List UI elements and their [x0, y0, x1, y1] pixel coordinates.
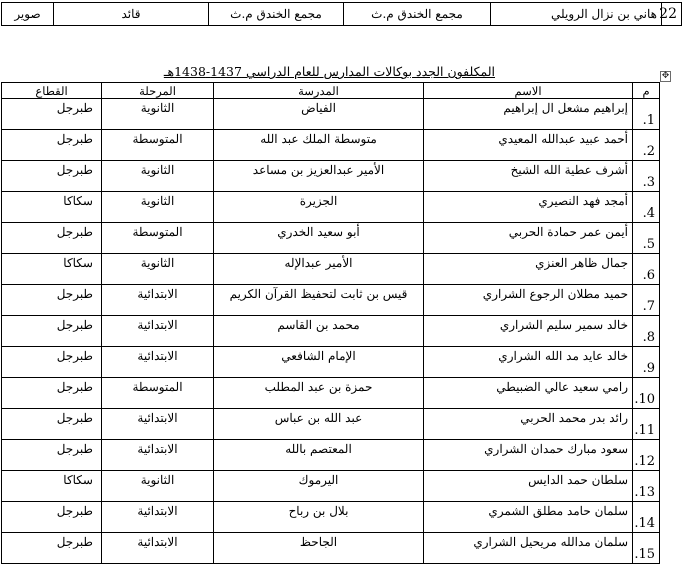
move-cross-icon[interactable]: ✥: [661, 71, 670, 81]
sector-cell: طبرجل: [2, 316, 102, 347]
index-cell: 2.: [633, 130, 660, 161]
index-cell: 9.: [633, 347, 660, 378]
page-title: المكلفون الجدد بوكالات المدارس للعام الدراسي 1437-1438هـ: [163, 64, 495, 79]
table-row: [2, 3, 682, 26]
school-cell: حمزة بن عبد المطلب: [214, 378, 424, 409]
sector-cell: طبرجل: [2, 130, 102, 161]
school-cell: الفياض: [214, 99, 424, 130]
header-index: م: [633, 83, 660, 99]
sector-cell: سكاكا: [2, 254, 102, 285]
stage-cell: الثانوية: [102, 254, 214, 285]
sector-cell: طبرجل: [2, 502, 102, 533]
assignees-table: [1, 82, 660, 564]
table-row: [2, 440, 660, 471]
name-cell: رائد بدر محمد الحربي: [424, 409, 633, 440]
school-cell: مجمع الخندق م.ث: [209, 3, 344, 26]
name-cell: حميد مطلان الرجوع الشراري: [424, 285, 633, 316]
header-school: المدرسة: [214, 83, 424, 99]
stage-cell: الثانوية: [102, 192, 214, 223]
name-cell: رامي سعيد عالي الضبيطي: [424, 378, 633, 409]
sector-cell: طبرجل: [2, 378, 102, 409]
school-cell: الأمير عبدالإله: [214, 254, 424, 285]
table-row: [2, 409, 660, 440]
name-cell: سلمان مدالله مريحيل الشراري: [424, 533, 633, 564]
table-row: [2, 378, 660, 409]
index-cell: 3.: [633, 161, 660, 192]
school-cell: الجزيرة: [214, 192, 424, 223]
school-cell: أبو سعيد الخدري: [214, 223, 424, 254]
stage-cell: الابتدائية: [102, 316, 214, 347]
school-cell: محمد بن القاسم: [214, 316, 424, 347]
stage-cell: الثانوية: [102, 99, 214, 130]
header-stage: المرحلة: [102, 83, 214, 99]
table-row: [2, 99, 660, 130]
name-cell: سلطان حمد الدايس: [424, 471, 633, 502]
stage-cell: المتوسطة: [102, 378, 214, 409]
sector-cell: طبرجل: [2, 161, 102, 192]
index-cell: 6.: [633, 254, 660, 285]
stage-cell: الثانوية: [102, 161, 214, 192]
school-cell: الجاحظ: [214, 533, 424, 564]
index-cell: 10.: [633, 378, 660, 409]
stage-cell: الابتدائية: [102, 502, 214, 533]
index-cell: 13.: [633, 471, 660, 502]
school-cell: اليرموك: [214, 471, 424, 502]
table-row: [2, 130, 660, 161]
school-cell: الإمام الشافعي: [214, 347, 424, 378]
school-cell: قيس بن ثابت لتحفيظ القرآن الكريم: [214, 285, 424, 316]
index-cell: 8.: [633, 316, 660, 347]
school-cell: عبد الله بن عباس: [214, 409, 424, 440]
table-row: [2, 533, 660, 564]
index-cell: 11.: [633, 409, 660, 440]
table-row: [2, 347, 660, 378]
stage-cell: الابتدائية: [102, 440, 214, 471]
sector-cell: طبرجل: [2, 285, 102, 316]
stage-cell: المتوسطة: [102, 223, 214, 254]
sector-cell: صوير: [2, 3, 54, 26]
sector-cell: طبرجل: [2, 347, 102, 378]
stage-cell: الابتدائية: [102, 533, 214, 564]
index-cell: 1.: [633, 99, 660, 130]
table-header-row: [2, 83, 660, 99]
name-cell: أمجد فهد النصيري: [424, 192, 633, 223]
table-row: [2, 254, 660, 285]
sector-cell: طبرجل: [2, 99, 102, 130]
sector-cell: طبرجل: [2, 533, 102, 564]
table-row: [2, 285, 660, 316]
row-number-cell: 22: [662, 3, 682, 26]
sector-cell: طبرجل: [2, 409, 102, 440]
name-cell: أشرف عطية الله الشيخ: [424, 161, 633, 192]
index-cell: 5.: [633, 223, 660, 254]
name-cell: أحمد عبيد عبدالله المعيدي: [424, 130, 633, 161]
name-cell: هاني بن نزال الرويلي: [491, 3, 662, 26]
name-cell: إبراهيم مشعل ال إبراهيم: [424, 99, 633, 130]
name-cell: سلمان حامد مطلق الشمري: [424, 502, 633, 533]
header-name: الاسم: [424, 83, 633, 99]
index-cell: 15.: [633, 533, 660, 564]
index-cell: 7.: [633, 285, 660, 316]
sector-cell: طبرجل: [2, 440, 102, 471]
index-cell: 14.: [633, 502, 660, 533]
stage-cell: الابتدائية: [102, 347, 214, 378]
index-cell: 12.: [633, 440, 660, 471]
table-row: [2, 316, 660, 347]
role-cell: قائد: [54, 3, 209, 26]
table-row: [2, 223, 660, 254]
name-cell: سعود مبارك حمدان الشراري: [424, 440, 633, 471]
sector-cell: سكاكا: [2, 192, 102, 223]
sector-cell: سكاكا: [2, 471, 102, 502]
name-cell: خالد عايد مد الله الشراري: [424, 347, 633, 378]
table-row: [2, 502, 660, 533]
stage-cell: الابتدائية: [102, 409, 214, 440]
index-cell: 4.: [633, 192, 660, 223]
stage-cell: الابتدائية: [102, 285, 214, 316]
table-row: [2, 192, 660, 223]
table-row: [2, 161, 660, 192]
school-cell: مجمع الخندق م.ث: [344, 3, 491, 26]
stage-cell: المتوسطة: [102, 130, 214, 161]
school-cell: بلال بن رباح: [214, 502, 424, 533]
sector-cell: طبرجل: [2, 223, 102, 254]
stage-cell: الثانوية: [102, 471, 214, 502]
school-cell: متوسطة الملك عبد الله: [214, 130, 424, 161]
name-cell: خالد سمير سليم الشراري: [424, 316, 633, 347]
header-sector: القطاع: [2, 83, 102, 99]
previous-page-row: [1, 2, 682, 26]
school-cell: الأمير عبدالعزيز بن مساعد: [214, 161, 424, 192]
school-cell: المعتصم بالله: [214, 440, 424, 471]
name-cell: جمال ظاهر العنزي: [424, 254, 633, 285]
name-cell: أيمن عمر حمادة الحربي: [424, 223, 633, 254]
table-row: [2, 471, 660, 502]
